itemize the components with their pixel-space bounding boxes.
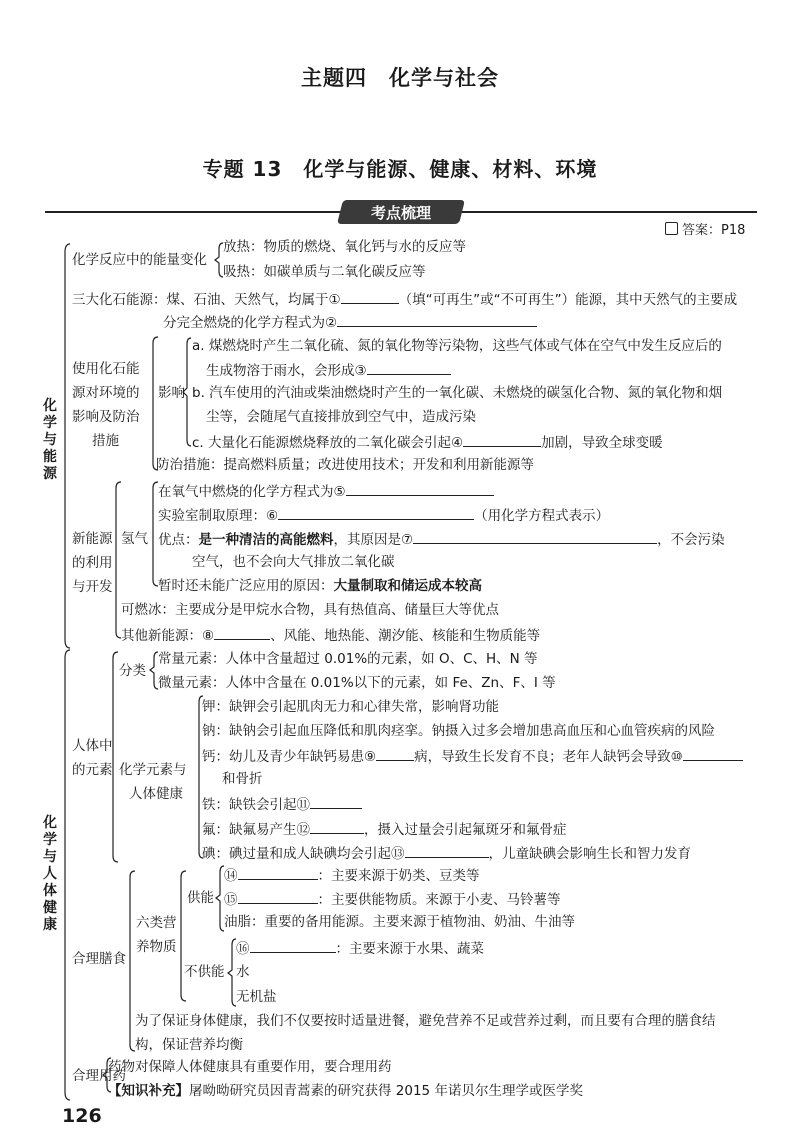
blank-4[interactable] — [463, 432, 541, 447]
diet-label: 合理膳食 — [72, 951, 126, 967]
energy-supplying-label: 供能 — [187, 890, 214, 906]
hydrogen-combustion: 在氧气中燃烧的化学方程式为⑤ — [158, 481, 494, 501]
hydrogen-advantage-line2: 空气，也不会向大气排放二氧化碳 — [192, 554, 395, 570]
env-impact-label-2: 源对环境的 — [72, 385, 140, 401]
influence-label: 影响 — [158, 385, 185, 401]
drugs-text: 药物对保障人体健康具有重要作用，要合理用药 — [108, 1059, 392, 1075]
hydrogen-limitation: 暂时还未能广泛应用的原因：大量制取和储运成本较高 — [158, 578, 482, 594]
blank-12[interactable] — [310, 819, 364, 834]
non-energy-label: 不供能 — [184, 964, 225, 980]
iodine-text: 碘：碘过量和成人缺碘均会引起⑬ ，儿童缺碘会影响生长和智力发育 — [202, 843, 691, 863]
impact-c-line: c. 大量化石能源燃烧释放的二氧化碳会引起④ 加剧，导致全球变暖 — [192, 432, 663, 452]
answer-reference: 答案：P18 — [665, 219, 745, 238]
blank-14[interactable] — [238, 865, 318, 880]
impact-b-line1: b. 汽车使用的汽油或柴油燃烧时产生的一氧化碳、未燃烧的碳氢化合物、氮的氧化物和烟 — [192, 385, 723, 401]
fossil-fuels-line1: 三大化石能源：煤、石油、天然气，均属于① （填“可再生”或“不可再生”）能源，其中天然气的主要成 — [72, 289, 737, 309]
new-energy-label-1: 新能源 — [72, 531, 113, 547]
six-nutrients-label-1: 六类营 — [136, 915, 177, 931]
new-energy-label-3: 与开发 — [72, 579, 113, 595]
nutrient-16: ⑯ ：主要来源于水果、蔬菜 — [236, 938, 484, 958]
endothermic-text: 吸热：如碳单质与二氧化碳反应等 — [223, 264, 426, 280]
sodium-text: 钠：缺钠会引起血压降低和肌肉痉挛。钠摄入过多会增加患高血压和心血管疾病的风险 — [202, 723, 715, 739]
blank-11[interactable] — [310, 794, 362, 809]
classification-label: 分类 — [119, 663, 146, 679]
blank-6[interactable] — [278, 505, 474, 520]
blank-9[interactable] — [376, 746, 414, 761]
topic-title: 专题 13 化学与能源、健康、材料、环境 — [202, 157, 598, 181]
blank-2[interactable] — [337, 312, 537, 327]
reaction-energy-label: 化学反应中的能量变化 — [72, 252, 207, 268]
section-badge: 考点梳理 — [370, 204, 431, 222]
section-label-energy: 化学与能源 — [43, 398, 57, 482]
nutrient-15: ⑮ ：主要供能物质。来源于小麦、马铃薯等 — [224, 889, 561, 909]
fluorine-text: 氟：缺氟易产生⑫ ，摄入过量会引起氟斑牙和氟骨症 — [202, 819, 567, 839]
iron-text: 铁：缺铁会引起⑪ — [202, 794, 362, 814]
theme-title: 主题四 化学与社会 — [301, 66, 499, 90]
section-label-health: 化学与人体健康 — [43, 815, 57, 933]
env-impact-label-1: 使用化石能 — [72, 361, 140, 377]
new-energy-label-2: 的利用 — [72, 555, 113, 571]
exothermic-text: 放热：物质的燃烧、氧化钙与水的反应等 — [223, 239, 466, 255]
blank-8[interactable] — [214, 625, 270, 640]
impact-b-line2: 尘等，会随尾气直接排放到空气中，造成污染 — [206, 409, 476, 425]
elements-label-1: 人体中 — [72, 738, 113, 754]
drugs-label: 合理用药 — [72, 1068, 126, 1084]
page-number: 126 — [62, 1105, 102, 1127]
env-impact-label-4: 措施 — [92, 433, 119, 449]
prevention-measures: 防治措施：提高燃料质量；改进使用技术；开发和利用新能源等 — [156, 457, 534, 473]
other-new-energy: 其他新能源：⑧ 、风能、地热能、潮汐能、核能和生物质能等 — [121, 625, 540, 645]
elements-label-2: 的元素 — [72, 762, 113, 778]
blank-3[interactable] — [367, 360, 451, 375]
calcium-text: 钙：幼儿及青少年缺钙易患⑨ 病，导致生长发育不良；老年人缺钙会导致⑩ — [202, 746, 743, 766]
element-health-label-2: 人体健康 — [129, 786, 183, 802]
element-health-label-1: 化学元素与 — [119, 762, 187, 778]
calcium-text-line2: 和骨折 — [222, 771, 263, 787]
combustible-ice: 可燃冰：主要成分是甲烷水合物，具有热值高、储量巨大等优点 — [121, 602, 499, 618]
fat-text: 油脂：重要的备用能源。主要来源于植物油、奶油、牛油等 — [224, 914, 575, 930]
diet-balance-line1: 为了保证身体健康，我们不仅要按时适量进餐，避免营养不足或营养过剩，而且要有合理的膳食结 — [135, 1013, 716, 1029]
trace-elements: 微量元素：人体中含量在 0.01%以下的元素，如 Fe、Zn、F、I 等 — [158, 675, 556, 691]
knowledge-supplement: 【知识补充】屠呦呦研究员因青蒿素的研究获得 2015 年诺贝尔生理学或医学奖 — [108, 1083, 583, 1099]
nutrient-14: ⑭ ：主要来源于奶类、豆类等 — [224, 865, 480, 885]
hydrogen-label: 氢气 — [121, 531, 148, 547]
hydrogen-advantage: 优点：是一种清洁的高能燃料，其原因是⑦ ，不会污染 — [158, 529, 725, 549]
six-nutrients-label-2: 养物质 — [136, 939, 177, 955]
potassium-text: 钾：缺钾会引起肌肉无力和心律失常，影响肾功能 — [202, 699, 499, 715]
blank-13[interactable] — [405, 843, 489, 858]
diet-balance-line2: 构，保证营养均衡 — [135, 1037, 243, 1053]
impact-a-line2: 生成物溶于雨水，会形成③ — [206, 360, 451, 380]
impact-a-line1: a. 煤燃烧时产生二氧化硫、氮的氧化物等污染物，这些气体或气体在空气中发生反应后的 — [192, 338, 722, 354]
major-elements: 常量元素：人体中含量超过 0.01%的元素，如 O、C、H、N 等 — [158, 651, 538, 667]
inorganic-salt-text: 无机盐 — [236, 989, 277, 1005]
blank-1[interactable] — [341, 289, 399, 304]
blank-16[interactable] — [250, 938, 336, 953]
blank-5[interactable] — [346, 481, 494, 496]
blank-10[interactable] — [683, 746, 743, 761]
water-text: 水 — [236, 964, 250, 980]
blank-7[interactable] — [413, 529, 657, 544]
fossil-fuels-line2: 分完全燃烧的化学方程式为② — [163, 312, 537, 332]
env-impact-label-3: 影响及防治 — [72, 409, 140, 425]
blank-15[interactable] — [238, 889, 318, 904]
hydrogen-lab-prep: 实验室制取原理：⑥ （用化学方程式表示） — [158, 505, 609, 525]
